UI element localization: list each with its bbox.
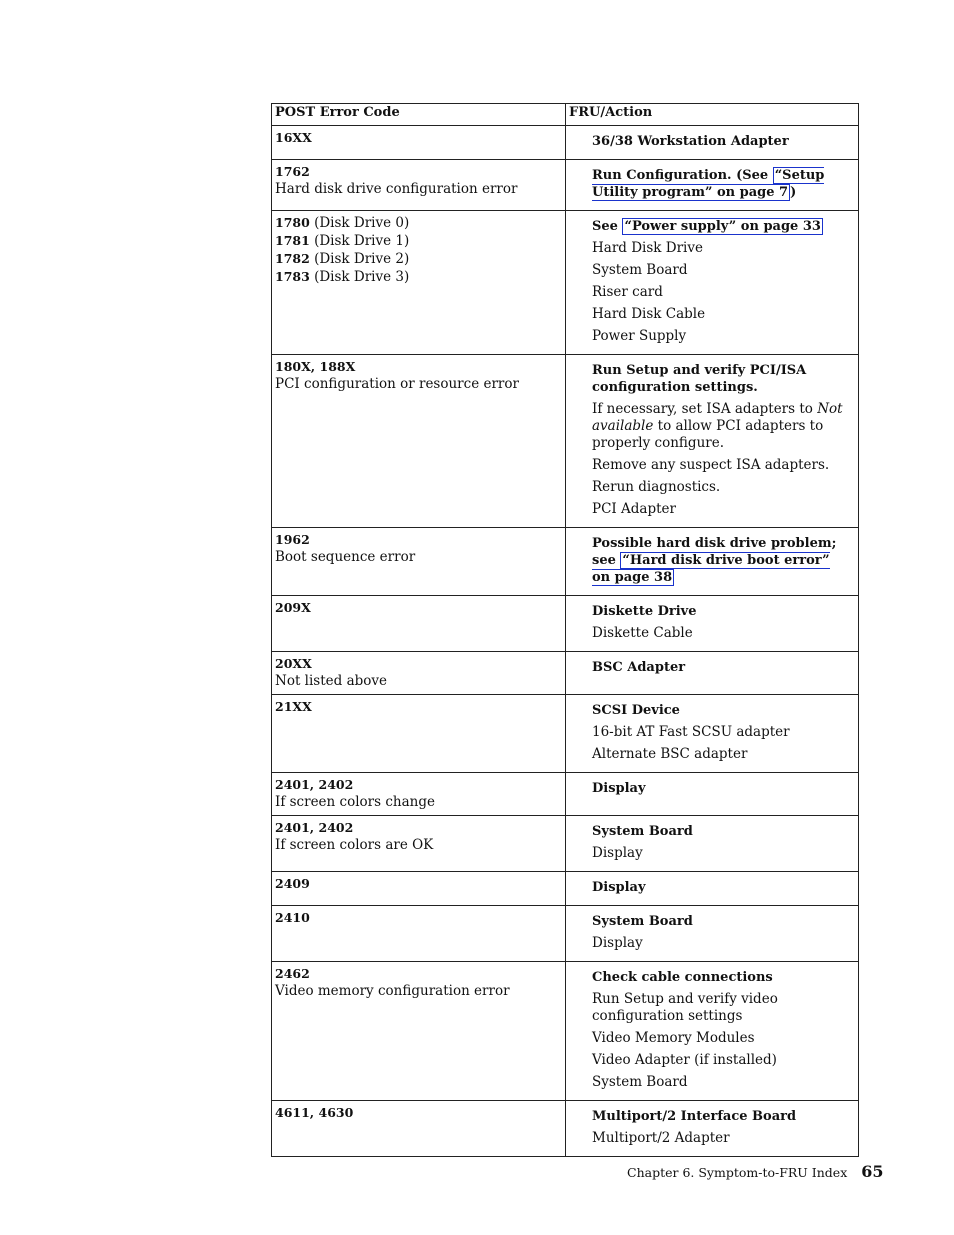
fru-action-item [592, 702, 852, 719]
error-code-line [275, 232, 562, 250]
error-code-cell [272, 126, 566, 160]
fru-action-item [592, 724, 852, 741]
action-text: Display [592, 935, 643, 951]
error-code: 2401, 2402 [275, 820, 354, 835]
error-code-cell [272, 652, 566, 695]
action-text: If necessary, set ISA adapters to [592, 401, 818, 417]
action-text: Diskette Drive [592, 604, 697, 619]
fru-action-cell [566, 126, 859, 160]
action-text: Riser card [592, 284, 663, 300]
fru-action-item [592, 401, 852, 452]
fru-action-item [592, 1074, 852, 1091]
fru-action-cell [566, 596, 859, 652]
error-code-cell [272, 816, 566, 872]
fru-action-item [592, 262, 852, 279]
action-text: PCI Adapter [592, 501, 676, 517]
action-text-suffix: ) [790, 185, 797, 200]
fru-action-cell [566, 695, 859, 773]
fru-action-cell [566, 160, 859, 211]
error-description: (Disk Drive 3) [309, 269, 410, 285]
fru-action-item [592, 133, 852, 150]
error-code-cell [272, 1101, 566, 1157]
error-description: Hard disk drive configuration error [275, 181, 518, 197]
action-text: Video Adapter (if installed) [592, 1052, 777, 1068]
table-row [272, 773, 859, 816]
error-description: PCI configuration or resource error [275, 376, 519, 392]
fru-action-item [592, 457, 852, 474]
error-code-cell [272, 528, 566, 596]
error-code: 1780 [275, 215, 310, 230]
table-header-row [272, 104, 859, 126]
page-footer [627, 1162, 884, 1181]
fru-action-item [592, 284, 852, 301]
error-description: If screen colors are OK [275, 837, 434, 853]
post-error-table [271, 103, 859, 1157]
cross-reference-link[interactable]: “Hard disk drive boot error” on page 38 [592, 553, 830, 585]
error-code-cell [272, 962, 566, 1101]
action-text-suffix: to allow PCI adapters to properly configure. [592, 418, 824, 451]
error-code-cell [272, 160, 566, 211]
table-row [272, 962, 859, 1101]
error-code-line [275, 837, 562, 854]
action-text: Hard Disk Cable [592, 306, 706, 322]
fru-action-cell [566, 872, 859, 906]
action-text: See [592, 219, 623, 234]
fru-action-item [592, 328, 852, 345]
action-text: Power Supply [592, 328, 687, 344]
error-code: 4611, 4630 [275, 1105, 354, 1120]
fru-action-item [592, 935, 852, 952]
action-text: 16-bit AT Fast SCSU adapter [592, 724, 790, 740]
action-text: 36/38 Workstation Adapter [592, 134, 789, 149]
error-code-line [275, 1104, 562, 1122]
action-text: System Board [592, 1074, 688, 1090]
action-text: Possible hard disk drive problem; see [592, 536, 837, 568]
fru-action-cell [566, 962, 859, 1101]
error-code: 2462 [275, 966, 310, 981]
table-row [272, 160, 859, 211]
fru-action-item [592, 535, 852, 586]
header-post-error-code: POST Error Code [272, 104, 566, 126]
fru-action-item [592, 1052, 852, 1069]
action-text: Run Setup and verify video configuration settings [592, 991, 778, 1024]
error-code: 1782 [275, 251, 310, 266]
cross-reference-link[interactable]: “Power supply” on page 33 [624, 219, 821, 234]
fru-action-item [592, 913, 852, 930]
fru-action-cell [566, 773, 859, 816]
error-code: 1762 [275, 164, 310, 179]
fru-action-item [592, 659, 852, 676]
action-text: Run Configuration. (See [592, 168, 773, 183]
error-code-line [275, 549, 562, 566]
table-row [272, 211, 859, 355]
fru-action-item [592, 218, 852, 235]
fru-action-item [592, 306, 852, 323]
action-text: BSC Adapter [592, 660, 686, 675]
action-text: Video Memory Modules [592, 1030, 755, 1046]
table-row [272, 1101, 859, 1157]
action-text: Display [592, 880, 646, 895]
fru-action-item [592, 879, 852, 896]
error-code: 180X, 188X [275, 359, 356, 374]
table-body [272, 126, 859, 1157]
error-description: If screen colors change [275, 794, 435, 810]
error-code: 1962 [275, 532, 310, 547]
action-text: Rerun diagnostics. [592, 479, 721, 495]
error-code: 16XX [275, 130, 312, 145]
fru-action-item [592, 625, 852, 642]
error-code: 1783 [275, 269, 310, 284]
action-text: Run Setup and verify PCI/ISA configuration settings. [592, 363, 807, 395]
error-code-line [275, 268, 562, 286]
fru-action-cell [566, 211, 859, 355]
error-code-line [275, 983, 562, 1000]
error-code-line [275, 655, 562, 673]
table-row [272, 695, 859, 773]
fru-action-item [592, 479, 852, 496]
fru-action-item [592, 1108, 852, 1125]
error-code-line [275, 599, 562, 617]
error-code-line [275, 376, 562, 393]
table-row [272, 872, 859, 906]
fru-action-item [592, 1130, 852, 1147]
error-code-line [275, 698, 562, 716]
error-code-cell [272, 596, 566, 652]
error-code-line [275, 673, 562, 690]
action-italic-text: Not available [592, 401, 843, 434]
action-text: Multiport/2 Interface Board [592, 1109, 797, 1124]
fru-action-item [592, 780, 852, 797]
error-code-line [275, 819, 562, 837]
fru-action-item [592, 823, 852, 840]
error-code-line [275, 531, 562, 549]
table-row [272, 652, 859, 695]
page-number: 65 [861, 1162, 884, 1181]
fru-action-cell [566, 528, 859, 596]
table-row [272, 528, 859, 596]
error-code-line [275, 909, 562, 927]
error-code-line [275, 214, 562, 232]
error-code-cell [272, 355, 566, 528]
action-text: Multiport/2 Adapter [592, 1130, 730, 1146]
cross-reference-link[interactable]: “Setup Utility program” on page 7 [592, 168, 825, 200]
error-code-line [275, 181, 562, 198]
error-code-line [275, 875, 562, 893]
error-code-line [275, 794, 562, 811]
error-code-cell [272, 906, 566, 962]
fru-action-item [592, 167, 852, 201]
error-code-line [275, 250, 562, 268]
error-code: 21XX [275, 699, 312, 714]
fru-action-item [592, 501, 852, 518]
action-text: Alternate BSC adapter [592, 746, 748, 762]
error-code-line [275, 163, 562, 181]
error-code: 2410 [275, 910, 310, 925]
fru-action-cell [566, 906, 859, 962]
error-code-cell [272, 872, 566, 906]
action-text: System Board [592, 824, 693, 839]
error-description: Video memory configuration error [275, 983, 510, 999]
fru-action-item [592, 240, 852, 257]
fru-action-item [592, 746, 852, 763]
error-code: 2409 [275, 876, 310, 891]
action-text: Display [592, 781, 646, 796]
table-row [272, 816, 859, 872]
action-text: System Board [592, 914, 693, 929]
error-code: 1781 [275, 233, 310, 248]
fru-action-cell [566, 355, 859, 528]
header-fru-action: FRU/Action [566, 104, 859, 126]
error-code-line [275, 358, 562, 376]
fru-action-item [592, 991, 852, 1025]
error-code: 2401, 2402 [275, 777, 354, 792]
error-code-line [275, 129, 562, 147]
error-code-line [275, 965, 562, 983]
action-text: System Board [592, 262, 688, 278]
error-description: (Disk Drive 2) [309, 251, 410, 267]
action-text: Check cable connections [592, 970, 773, 985]
action-text: Diskette Cable [592, 625, 693, 641]
table-row [272, 596, 859, 652]
action-text: Remove any suspect ISA adapters. [592, 457, 830, 473]
error-code-cell [272, 211, 566, 355]
error-description: Boot sequence error [275, 549, 416, 565]
fru-action-item [592, 845, 852, 862]
footer-chapter-title: Chapter 6. Symptom-to-FRU Index [627, 1165, 848, 1180]
error-description: (Disk Drive 0) [309, 215, 410, 231]
fru-action-cell [566, 816, 859, 872]
error-code-cell [272, 773, 566, 816]
table-row [272, 906, 859, 962]
table-row [272, 126, 859, 160]
fru-action-item [592, 1030, 852, 1047]
action-text: Display [592, 845, 643, 861]
error-description: (Disk Drive 1) [309, 233, 410, 249]
fru-action-item [592, 969, 852, 986]
error-code-line [275, 776, 562, 794]
action-text: Hard Disk Drive [592, 240, 703, 256]
error-code: 20XX [275, 656, 312, 671]
table-row [272, 355, 859, 528]
fru-action-item [592, 603, 852, 620]
error-description: Not listed above [275, 673, 388, 689]
error-code-cell [272, 695, 566, 773]
fru-action-cell [566, 1101, 859, 1157]
fru-action-item [592, 362, 852, 396]
action-text: SCSI Device [592, 703, 680, 718]
fru-action-cell [566, 652, 859, 695]
error-code: 209X [275, 600, 311, 615]
